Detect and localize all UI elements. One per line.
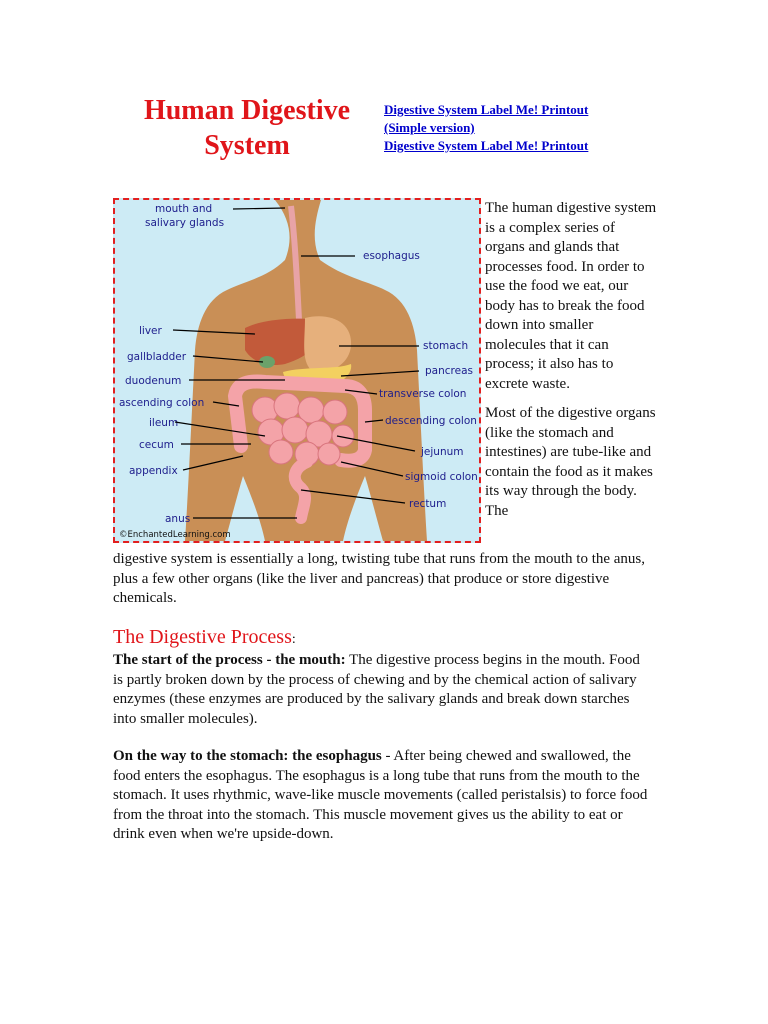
printout-links xyxy=(384,101,644,155)
label-pancreas: pancreas xyxy=(425,365,473,377)
label-sigmoid-colon: sigmoid colon xyxy=(405,471,478,483)
page-title: Human Digestive System xyxy=(143,95,351,161)
label-stomach: stomach xyxy=(423,340,469,352)
label-ileum: ileum xyxy=(149,417,179,429)
digestive-diagram-svg xyxy=(115,200,479,541)
label-rectum: rectum xyxy=(409,498,447,510)
label-mouth: mouth and xyxy=(155,203,213,215)
esophagus-paragraph-title: On the way to the stomach: the esophagus xyxy=(113,748,382,764)
digestive-diagram xyxy=(113,198,481,543)
label-transverse-colon: transverse colon xyxy=(379,388,467,400)
printout-link-simple-line1: Digestive System Label Me! Printout xyxy=(384,102,589,117)
label-appendix: appendix xyxy=(129,465,178,477)
esophagus-paragraph xyxy=(113,747,653,845)
label-cecum: cecum xyxy=(139,439,174,451)
section-heading xyxy=(113,624,653,653)
label-liver: liver xyxy=(139,325,162,337)
printout-link-simple-line2: (Simple version) xyxy=(384,120,475,135)
mouth-paragraph xyxy=(113,651,653,729)
label-ascending-colon: ascending colon xyxy=(119,397,205,409)
label-descending-colon: descending colon xyxy=(385,415,477,427)
printout-link-simple[interactable] xyxy=(384,101,644,137)
section-heading-text: The Digestive Process xyxy=(113,626,292,648)
mouth-paragraph-title: The start of the process - the mouth: xyxy=(113,652,346,668)
intro-paragraph-2-cont: digestive system is essentially a long, twisting tube that runs from the mouth to the anus, plus a few other organs (like the liver and pancreas) that produce or store digestive chemicals. xyxy=(113,551,646,606)
label-anus: anus xyxy=(165,513,191,525)
intro-paragraph-1: The human digestive system is a complex series of organs and glands that processes food. In order to use the food we eat, our body has to break the food down into smaller molecules that it can process; it also has to excrete waste. xyxy=(485,200,657,392)
intro-side-text xyxy=(485,199,657,531)
label-esophagus: esophagus xyxy=(363,250,420,262)
label-jejunum: jejunum xyxy=(421,446,464,458)
label-salivary-glands: salivary glands xyxy=(145,217,225,229)
intro-paragraph-2: Most of the digestive organs (like the stomach and intestines) are tube-like and contain the food as it makes its way through the body. The xyxy=(485,405,656,519)
mouth-paragraph-text: The digestive process begins in the mouth. Food is partly broken down by the process of chewing and by the chemical action of salivary enzymes (these enzymes are produced by the salivary glands and break down starches into smaller molecules). xyxy=(113,652,640,727)
printout-link-full[interactable]: Digestive System Label Me! Printout xyxy=(384,138,589,153)
esophagus-paragraph-text: - After being chewed and swallowed, the food enters the esophagus. The esophagus is a long tube that runs from the mouth to the stomach. It uses rhythmic, wave-like muscle movements (called peristalsis) to force food from the throat into the stomach. This muscle movement gives us the ability to eat or drink even when we're upside-down. xyxy=(113,748,648,842)
label-gallbladder: gallbladder xyxy=(127,351,187,363)
intro-continued xyxy=(113,550,653,609)
section-heading-colon: : xyxy=(291,632,296,647)
label-duodenum: duodenum xyxy=(125,375,182,387)
copyright-text: ©EnchantedLearning.com xyxy=(119,530,231,540)
